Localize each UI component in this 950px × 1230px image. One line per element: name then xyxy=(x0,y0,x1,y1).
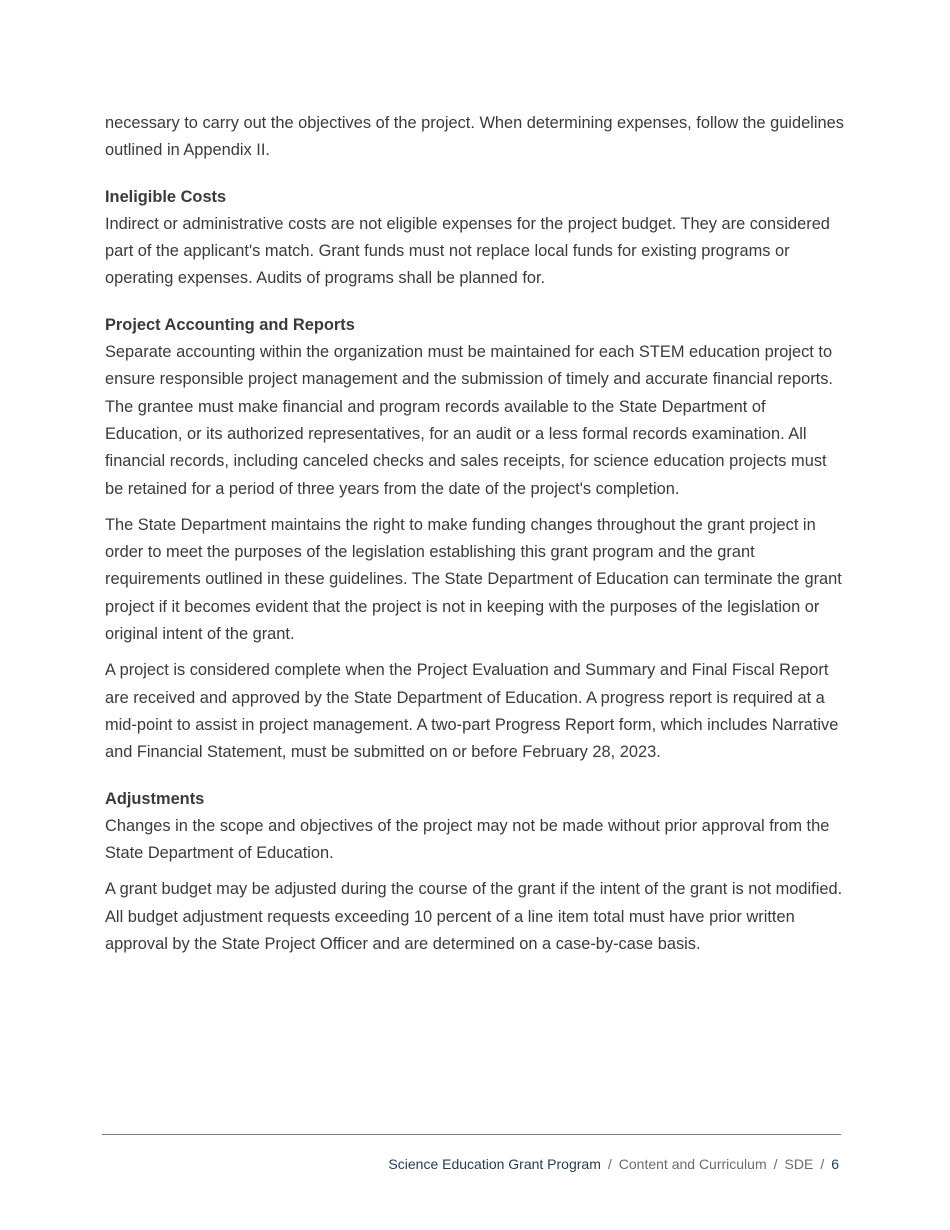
paragraph: Separate accounting within the organization must be maintained for each STEM education project to ensure responsible project management and the submission of timely and accurate financial reports. The grantee must make financial and program records available to the State Department of Education, or its authorized representatives, for an audit or a less formal records examination. All financial records, including canceled checks and sales receipts, for science education projects must be retained for a period of three years from the date of the project's completion. xyxy=(105,343,833,498)
section-adjustments xyxy=(105,786,845,868)
section-heading: Project Accounting and Reports xyxy=(105,315,355,334)
section-project-accounting xyxy=(105,312,845,503)
intro-paragraph: necessary to carry out the objectives of the project. When determining expenses, follow the guidelines outlined in Appendix II. xyxy=(105,114,844,160)
paragraph: Changes in the scope and objectives of the project may not be made without prior approval from the State Department of Education. xyxy=(105,816,830,863)
page-footer xyxy=(388,1154,839,1174)
footer-separator: / xyxy=(607,1156,612,1172)
footer-divider xyxy=(102,1134,841,1135)
footer-separator: / xyxy=(773,1156,778,1172)
paragraph: A grant budget may be adjusted during the course of the grant if the intent of the grant is not modified. All budget adjustment requests exceeding 10 percent of a line item total must have prior written approval by the State Project Officer and are determined on a case-by-case basis. xyxy=(105,880,843,954)
footer-program-title: Science Education Grant Program xyxy=(388,1156,601,1172)
footer-separator: / xyxy=(820,1156,825,1172)
document-body xyxy=(105,110,845,958)
section-heading: Ineligible Costs xyxy=(105,187,227,206)
footer-division: Content and Curriculum xyxy=(618,1156,767,1172)
paragraph: Indirect or administrative costs are not eligible expenses for the project budget. They are considered part of the applicant's match. Grant funds must not replace local funds for existing programs or operating expenses. Audits of programs shall be planned for. xyxy=(105,214,830,288)
section-heading: Adjustments xyxy=(105,789,205,808)
footer-agency: SDE xyxy=(784,1156,814,1172)
paragraph: A project is considered complete when the Project Evaluation and Summary and Final Fiscal Report are received and approved by the State Department of Education. A progress report is required at a mid-point to assist in project management. A two-part Progress Report form, which includes Narrative and Financial Statement, must be submitted on or before February 28, 2023. xyxy=(105,661,839,762)
section-ineligible-costs xyxy=(105,184,845,293)
page-number: 6 xyxy=(831,1156,839,1172)
paragraph: The State Department maintains the right to make funding changes throughout the grant project in order to meet the purposes of the legislation establishing this grant program and the grant requirements outlined in these guidelines. The State Department of Education can terminate the grant project if it becomes evident that the project is not in keeping with the purposes of the legislation or original intent of the grant. xyxy=(105,515,842,644)
